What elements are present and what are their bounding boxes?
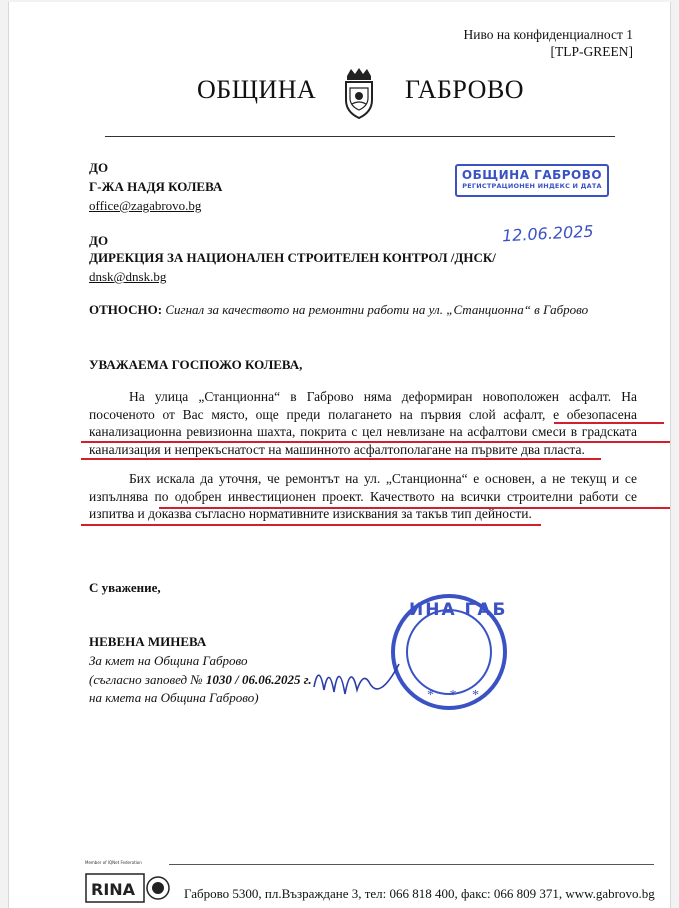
municipality-right: ГАБРОВО [405,75,525,104]
confidentiality-block [463,26,633,60]
closing: С уважение, [89,580,161,595]
seal-stars: * * * [427,688,485,703]
recipient-name: Г-ЖА НАДЯ КОЛЕВА [89,179,223,194]
subject-label: ОТНОСНО: [89,302,163,317]
municipality-left: ОБЩИНА [197,75,317,104]
red-underline-mark [81,524,541,526]
salutation: УВАЖАЕМА ГОСПОЖО КОЛЕВА, [89,357,303,372]
order-prefix: (съгласно заповед № [89,672,203,687]
paragraph-text: Бих искала да уточня, че ремонтът на ул. „Станционна“ е основен, а не текущ и се изпълнява по одобрен инвестиционен проект. Качеството на всички строителни работи се изпитва и доказва съгласно нормативните изисквания за такъв тип дейности. [89,471,637,521]
recipient-to-label: ДО [89,233,109,248]
cert-note: Member of IQNet Federation [85,860,142,865]
stamp-title: ОБЩИНА ГАБРОВО [461,168,603,182]
confidentiality-level: Ниво на конфиденциалност 1 [463,27,633,42]
subject-text: Сигнал за качеството на ремонтни работи на ул. „Станционна“ в Габрово [165,302,589,317]
header-divider [105,136,615,137]
recipient-email-link[interactable]: dnsk@dnsk.bg [89,269,167,284]
paragraph-2 [89,470,637,523]
recipient-name: ДИРЕКЦИЯ ЗА НАЦИОНАЛЕН СТРОИТЕЛЕН КОНТРОЛ /ДНСК/ [89,250,496,265]
svg-text:RINA: RINA [91,880,136,899]
seal-text: ИНА ГАБ [409,600,508,620]
recipient-email-link[interactable]: office@zagabrovo.bg [89,198,202,213]
footer-divider [169,864,654,865]
coat-of-arms-icon [339,66,379,120]
handwritten-signature [309,652,409,707]
red-underline-mark [159,507,670,509]
recipient-to-label: ДО [89,160,109,175]
letter-page [8,2,671,908]
red-underline-mark [81,441,670,443]
registration-stamp [455,164,609,197]
rina-logo [85,870,175,906]
signatory-role: За кмет на Община Габрово [89,653,248,668]
red-underline-mark [554,422,664,424]
signatory-order-suffix: на кмета на Община Габрово) [89,690,259,705]
tlp-label: [TLP-GREEN] [550,44,633,59]
signatory-name: НЕВЕНА МИНЕВА [89,634,207,649]
signatory-order [89,672,312,688]
stamp-date: 12.06.2025 [501,221,595,246]
paragraph-text: На улица „Станционна“ в Габрово няма деформиран новоположен асфалт. На посоченото от Вас място, още преди полагането на първия слой асфалт, е обезопасена канализационна ревизионна шахта, покрита с цел невлизане на асфалтови смеси в градската канализация и непрекъснатост на машинното асфалтополагане на първите два пласта. [89,389,637,457]
order-number: 1030 / 06.06.2025 г. [205,672,312,687]
subject-line [89,302,649,318]
footer-address: Габрово 5300, пл.Възраждане 3, тел: 066 818 400, факс: 066 809 371, www.gabrovo.bg [184,886,655,901]
red-underline-mark [81,458,601,460]
stamp-subtitle: РЕГИСТРАЦИОНЕН ИНДЕКС И ДАТА [462,182,602,190]
